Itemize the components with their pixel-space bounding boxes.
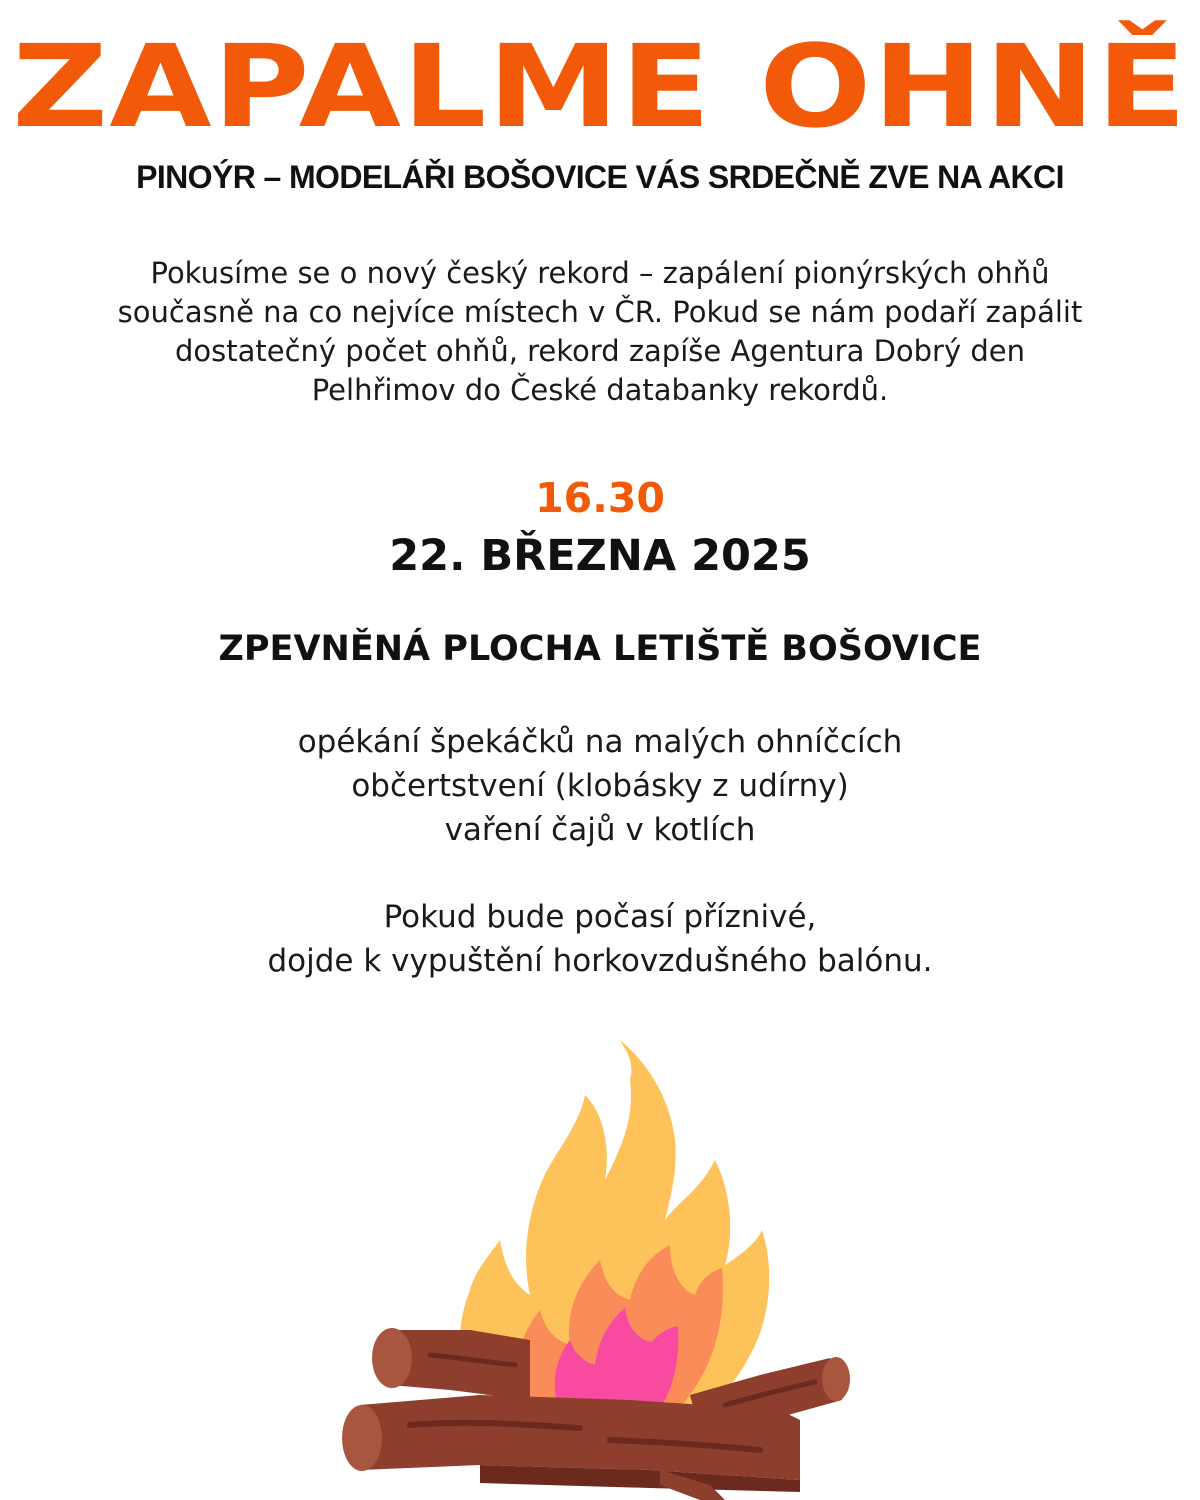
intro-line: Pelhřimov do České databanky rekordů.: [311, 373, 889, 407]
poster-title: ZAPALME OHNĚ: [12, 20, 1188, 153]
event-date: 22. BŘEZNA 2025: [389, 531, 811, 581]
program-item: opékání špekáčků na malých ohníčcích: [297, 724, 903, 760]
program-item: občertstvení (klobásky z udírny): [351, 768, 849, 804]
log-end: [822, 1357, 850, 1401]
weather-line: Pokud bude počasí příznivé,: [383, 899, 817, 935]
weather-note: [0, 895, 1200, 983]
program-list: [0, 720, 1200, 852]
intro-line: Pokusíme se o nový český rekord – zapálení pionýrských ohňů: [150, 256, 1050, 290]
log-end: [342, 1405, 382, 1471]
log-end: [372, 1328, 412, 1388]
weather-line: dojde k vypuštění horkovzdušného balónu.: [267, 943, 933, 979]
intro-paragraph: [60, 254, 1140, 410]
intro-line: současně na co nejvíce místech v ČR. Pokud se nám podaří zapálit: [117, 295, 1083, 329]
intro-line: dostatečný počet ohňů, rekord zapíše Agentura Dobrý den: [174, 334, 1025, 368]
event-venue: ZPEVNĚNÁ PLOCHA LETIŠTĚ BOŠOVICE: [218, 629, 982, 669]
event-time: 16.30: [535, 474, 665, 522]
poster-subtitle: PINOÝR – MODELÁŘI BOŠOVICE VÁS SRDEČNĚ ZVE NA AKCI: [136, 159, 1064, 195]
campfire-icon: [330, 1040, 870, 1500]
program-item: vaření čajů v kotlích: [444, 812, 756, 848]
log-front: [360, 1395, 800, 1480]
